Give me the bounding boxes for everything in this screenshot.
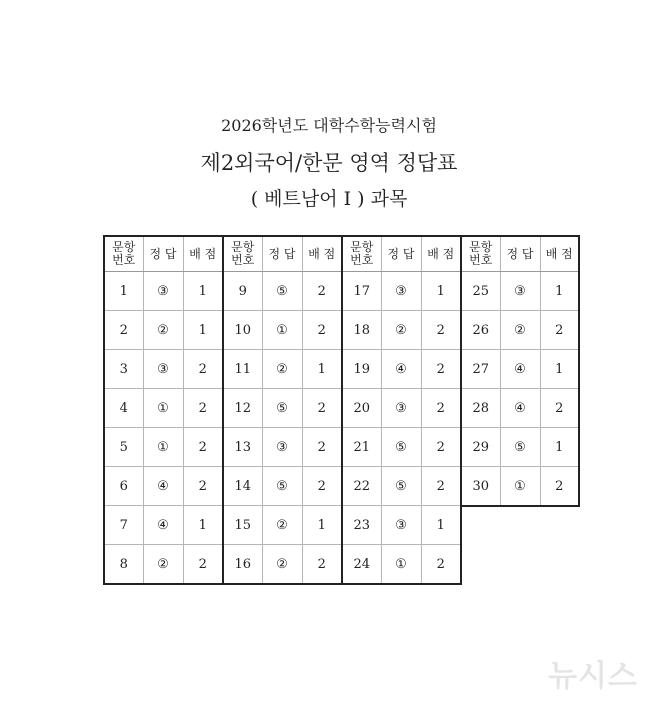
answer-cell: ③	[143, 272, 183, 311]
header-answer: 정 답	[500, 236, 540, 272]
table-row	[104, 545, 461, 585]
points-cell: 2	[421, 350, 461, 389]
header-question-number: 문항 번호	[223, 236, 262, 272]
points-cell: 2	[183, 545, 223, 585]
table-row	[104, 506, 461, 545]
points-cell: 2	[302, 428, 342, 467]
points-cell: 1	[540, 428, 579, 467]
answer-cell: ⑤	[500, 428, 540, 467]
answer-cell: ⑤	[262, 389, 302, 428]
header-answer: 정 답	[262, 236, 302, 272]
answer-table-side	[460, 235, 580, 507]
points-cell: 2	[421, 389, 461, 428]
exam-supertitle: 2026학년도 대학수학능력시험	[221, 116, 437, 135]
header-question-number: 문항 번호	[104, 236, 143, 272]
table-row	[104, 389, 461, 428]
points-cell: 1	[183, 506, 223, 545]
table-row	[104, 467, 461, 506]
answer-cell: ③	[262, 428, 302, 467]
table-row	[104, 428, 461, 467]
question-number-cell: 23	[342, 506, 381, 545]
question-number-cell: 6	[104, 467, 143, 506]
question-number-cell: 25	[461, 272, 500, 311]
question-number-cell: 3	[104, 350, 143, 389]
table-row	[461, 428, 579, 467]
question-number-cell: 15	[223, 506, 262, 545]
points-cell: 1	[302, 350, 342, 389]
question-number-cell: 14	[223, 467, 262, 506]
question-number-cell: 13	[223, 428, 262, 467]
question-number-cell: 16	[223, 545, 262, 585]
table-row	[461, 389, 579, 428]
header-answer: 정 답	[143, 236, 183, 272]
answer-cell: ③	[381, 389, 421, 428]
points-cell: 2	[421, 428, 461, 467]
answer-cell: ⑤	[262, 467, 302, 506]
question-number-cell: 27	[461, 350, 500, 389]
question-number-cell: 11	[223, 350, 262, 389]
answer-cell: ②	[262, 506, 302, 545]
question-number-cell: 24	[342, 545, 381, 585]
question-number-cell: 1	[104, 272, 143, 311]
points-cell: 2	[302, 467, 342, 506]
question-number-cell: 10	[223, 311, 262, 350]
document-title: 제2외국어/한문 영역 정답표	[200, 151, 458, 175]
answer-cell: ②	[262, 545, 302, 585]
table-row	[461, 467, 579, 507]
answer-cell: ③	[500, 272, 540, 311]
question-number-cell: 17	[342, 272, 381, 311]
question-number-cell: 2	[104, 311, 143, 350]
points-cell: 1	[540, 272, 579, 311]
question-number-cell: 7	[104, 506, 143, 545]
points-cell: 1	[183, 272, 223, 311]
question-number-cell: 26	[461, 311, 500, 350]
question-number-cell: 12	[223, 389, 262, 428]
question-number-cell: 5	[104, 428, 143, 467]
question-number-cell: 20	[342, 389, 381, 428]
question-number-cell: 21	[342, 428, 381, 467]
question-number-cell: 4	[104, 389, 143, 428]
points-cell: 2	[302, 545, 342, 585]
answer-cell: ④	[500, 389, 540, 428]
points-cell: 2	[540, 389, 579, 428]
header-question-number: 문항 번호	[461, 236, 500, 272]
table-row	[461, 272, 579, 311]
points-cell: 2	[421, 545, 461, 585]
points-cell: 1	[421, 506, 461, 545]
answer-table-main	[103, 235, 462, 585]
points-cell: 1	[183, 311, 223, 350]
table-row	[104, 350, 461, 389]
header-points: 배 점	[302, 236, 342, 272]
subject-subtitle: ( 베트남어 I ) 과목	[250, 188, 408, 210]
answer-cell: ③	[381, 506, 421, 545]
header-answer: 정 답	[381, 236, 421, 272]
answer-cell: ①	[500, 467, 540, 507]
points-cell: 2	[183, 467, 223, 506]
table-row	[104, 311, 461, 350]
points-cell: 1	[421, 272, 461, 311]
points-cell: 2	[302, 389, 342, 428]
answer-cell: ②	[143, 545, 183, 585]
news-agency-watermark: 뉴시스	[548, 659, 638, 694]
answer-cell: ④	[381, 350, 421, 389]
question-number-cell: 8	[104, 545, 143, 585]
points-cell: 2	[421, 467, 461, 506]
points-cell: 1	[540, 350, 579, 389]
answer-cell: ④	[143, 506, 183, 545]
table-row	[461, 311, 579, 350]
header-points: 배 점	[421, 236, 461, 272]
points-cell: 2	[183, 350, 223, 389]
points-cell: 2	[183, 389, 223, 428]
question-number-cell: 22	[342, 467, 381, 506]
answer-cell: ②	[500, 311, 540, 350]
question-number-cell: 29	[461, 428, 500, 467]
answer-cell: ②	[143, 311, 183, 350]
table-row	[461, 350, 579, 389]
points-cell: 2	[421, 311, 461, 350]
answer-cell: ④	[143, 467, 183, 506]
points-cell: 2	[540, 467, 579, 507]
answer-cell: ①	[143, 428, 183, 467]
answer-cell: ⑤	[381, 428, 421, 467]
answer-cell: ③	[143, 350, 183, 389]
header-points: 배 점	[540, 236, 579, 272]
points-cell: 1	[302, 506, 342, 545]
header-points: 배 점	[183, 236, 223, 272]
points-cell: 2	[302, 311, 342, 350]
answer-cell: ②	[381, 311, 421, 350]
answer-cell: ③	[381, 272, 421, 311]
points-cell: 2	[302, 272, 342, 311]
answer-cell: ①	[262, 311, 302, 350]
answer-cell: ⑤	[262, 272, 302, 311]
question-number-cell: 18	[342, 311, 381, 350]
answer-cell: ②	[262, 350, 302, 389]
answer-cell: ①	[143, 389, 183, 428]
question-number-cell: 28	[461, 389, 500, 428]
answer-cell: ④	[500, 350, 540, 389]
question-number-cell: 9	[223, 272, 262, 311]
points-cell: 2	[183, 428, 223, 467]
answer-cell: ①	[381, 545, 421, 585]
question-number-cell: 19	[342, 350, 381, 389]
table-row	[104, 272, 461, 311]
points-cell: 2	[540, 311, 579, 350]
question-number-cell: 30	[461, 467, 500, 507]
answer-cell: ⑤	[381, 467, 421, 506]
header-question-number: 문항 번호	[342, 236, 381, 272]
